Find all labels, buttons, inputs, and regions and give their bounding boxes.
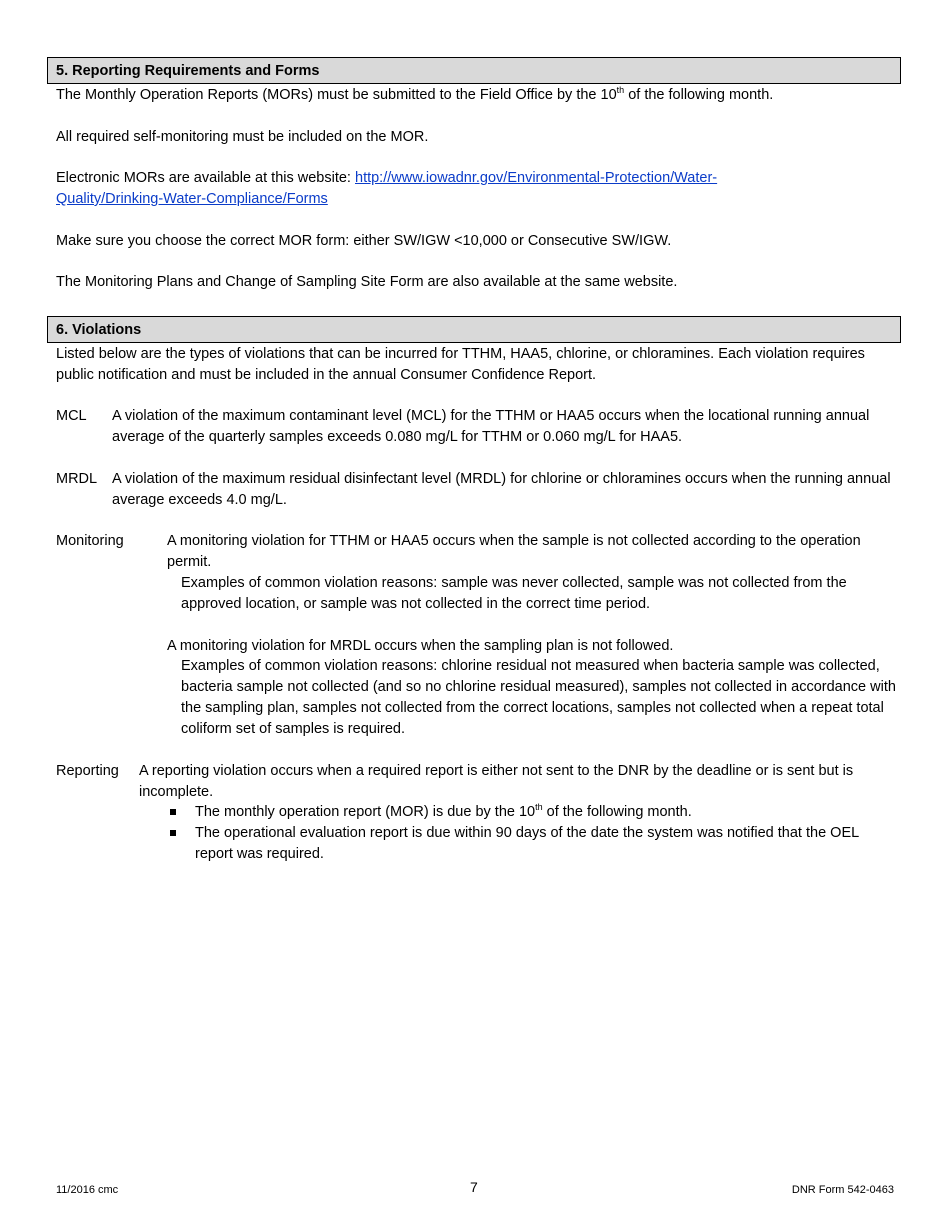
monitoring-plans-paragraph: The Monitoring Plans and Change of Sampling Site Form are also available at the same website. [56,274,678,290]
bullet-square-icon [170,809,176,815]
monitoring-definition-tthm: A monitoring violation for TTHM or HAA5 occurs when the sample is not collected according to the operation permit. [167,533,861,570]
mcl-term: MCL [56,408,87,424]
mrdl-term: MRDL [56,471,98,487]
section-6-header: 6. Violations [47,316,901,343]
monitoring-examples-tthm: Examples of common violation reasons: sample was never collected, sample was not collected from the approved location, or sample was not collected in the correct time period. [181,575,847,612]
mrdl-definition: A violation of the maximum residual disinfectant level (MRDL) for chlorine or chloramines occurs when the running annual average exceeds 4.0 mg/L. [112,471,891,508]
page-number: 7 [470,1179,478,1195]
bullet-mor-text-end: of the following month. [542,804,692,820]
electronic-mors-paragraph [56,168,816,210]
electronic-mors-text: Electronic MORs are available at this website: [56,170,355,186]
self-monitoring-paragraph: All required self-monitoring must be included on the MOR. [56,129,429,145]
forms-website-link[interactable]: http://www.iowadnr.gov/Environmental-Protection/Water-Quality/Drinking-Water-Compliance/Forms [56,170,718,207]
monitoring-examples-mrdl: Examples of common violation reasons: chlorine residual not measured when bacteria sample was collected, bacteria sample not collected (and so no chlorine residual measured), samples not collected in accordance with the sampling plan, samples not collected from the correct locations, samples not collected when a repeat total coliform set of samples is required. [181,658,896,737]
mcl-definition: A violation of the maximum contaminant level (MCL) for the TTHM or HAA5 occurs when the locational running annual average of the quarterly samples exceeds 0.080 mg/L for TTHM or 0.060 mg/L for HAA5. [112,408,870,445]
mor-submission-paragraph [56,85,896,106]
ordinal-suffix: th [616,85,625,96]
mor-form-paragraph: Make sure you choose the correct MOR form: either SW/IGW <10,000 or Consecutive SW/IGW. [56,233,672,249]
reporting-bullet-mor [195,802,895,823]
footer-form-number: DNR Form 542-0463 [791,1184,894,1196]
violations-intro-paragraph: Listed below are the types of violations that can be incurred for TTHM, HAA5, chlorine, or chloramines. Each violation requires public notification and must be included in the annual Consumer Confidence Report. [56,346,865,383]
reporting-definition: A reporting violation occurs when a required report is either not sent to the DNR by the deadline or is sent but is incomplete. [139,763,854,800]
reporting-bullet-oel: The operational evaluation report is due within 90 days of the date the system was notified that the OEL report was required. [195,825,859,862]
bullet-square-icon [170,830,176,836]
mor-submission-text: The Monthly Operation Reports (MORs) must be submitted to the Field Office by the 10 [56,87,617,103]
monitoring-definition-mrdl: A monitoring violation for MRDL occurs when the sampling plan is not followed. [167,638,674,654]
monitoring-term: Monitoring [56,533,124,549]
bullet-mor-text: The monthly operation report (MOR) is due by the 10 [195,804,536,820]
ordinal-suffix: th [535,802,543,813]
reporting-term: Reporting [56,763,119,779]
mor-submission-text-end: of the following month. [624,87,774,103]
section-5-header: 5. Reporting Requirements and Forms [47,57,901,84]
footer-date: 11/2016 cmc [56,1184,119,1196]
